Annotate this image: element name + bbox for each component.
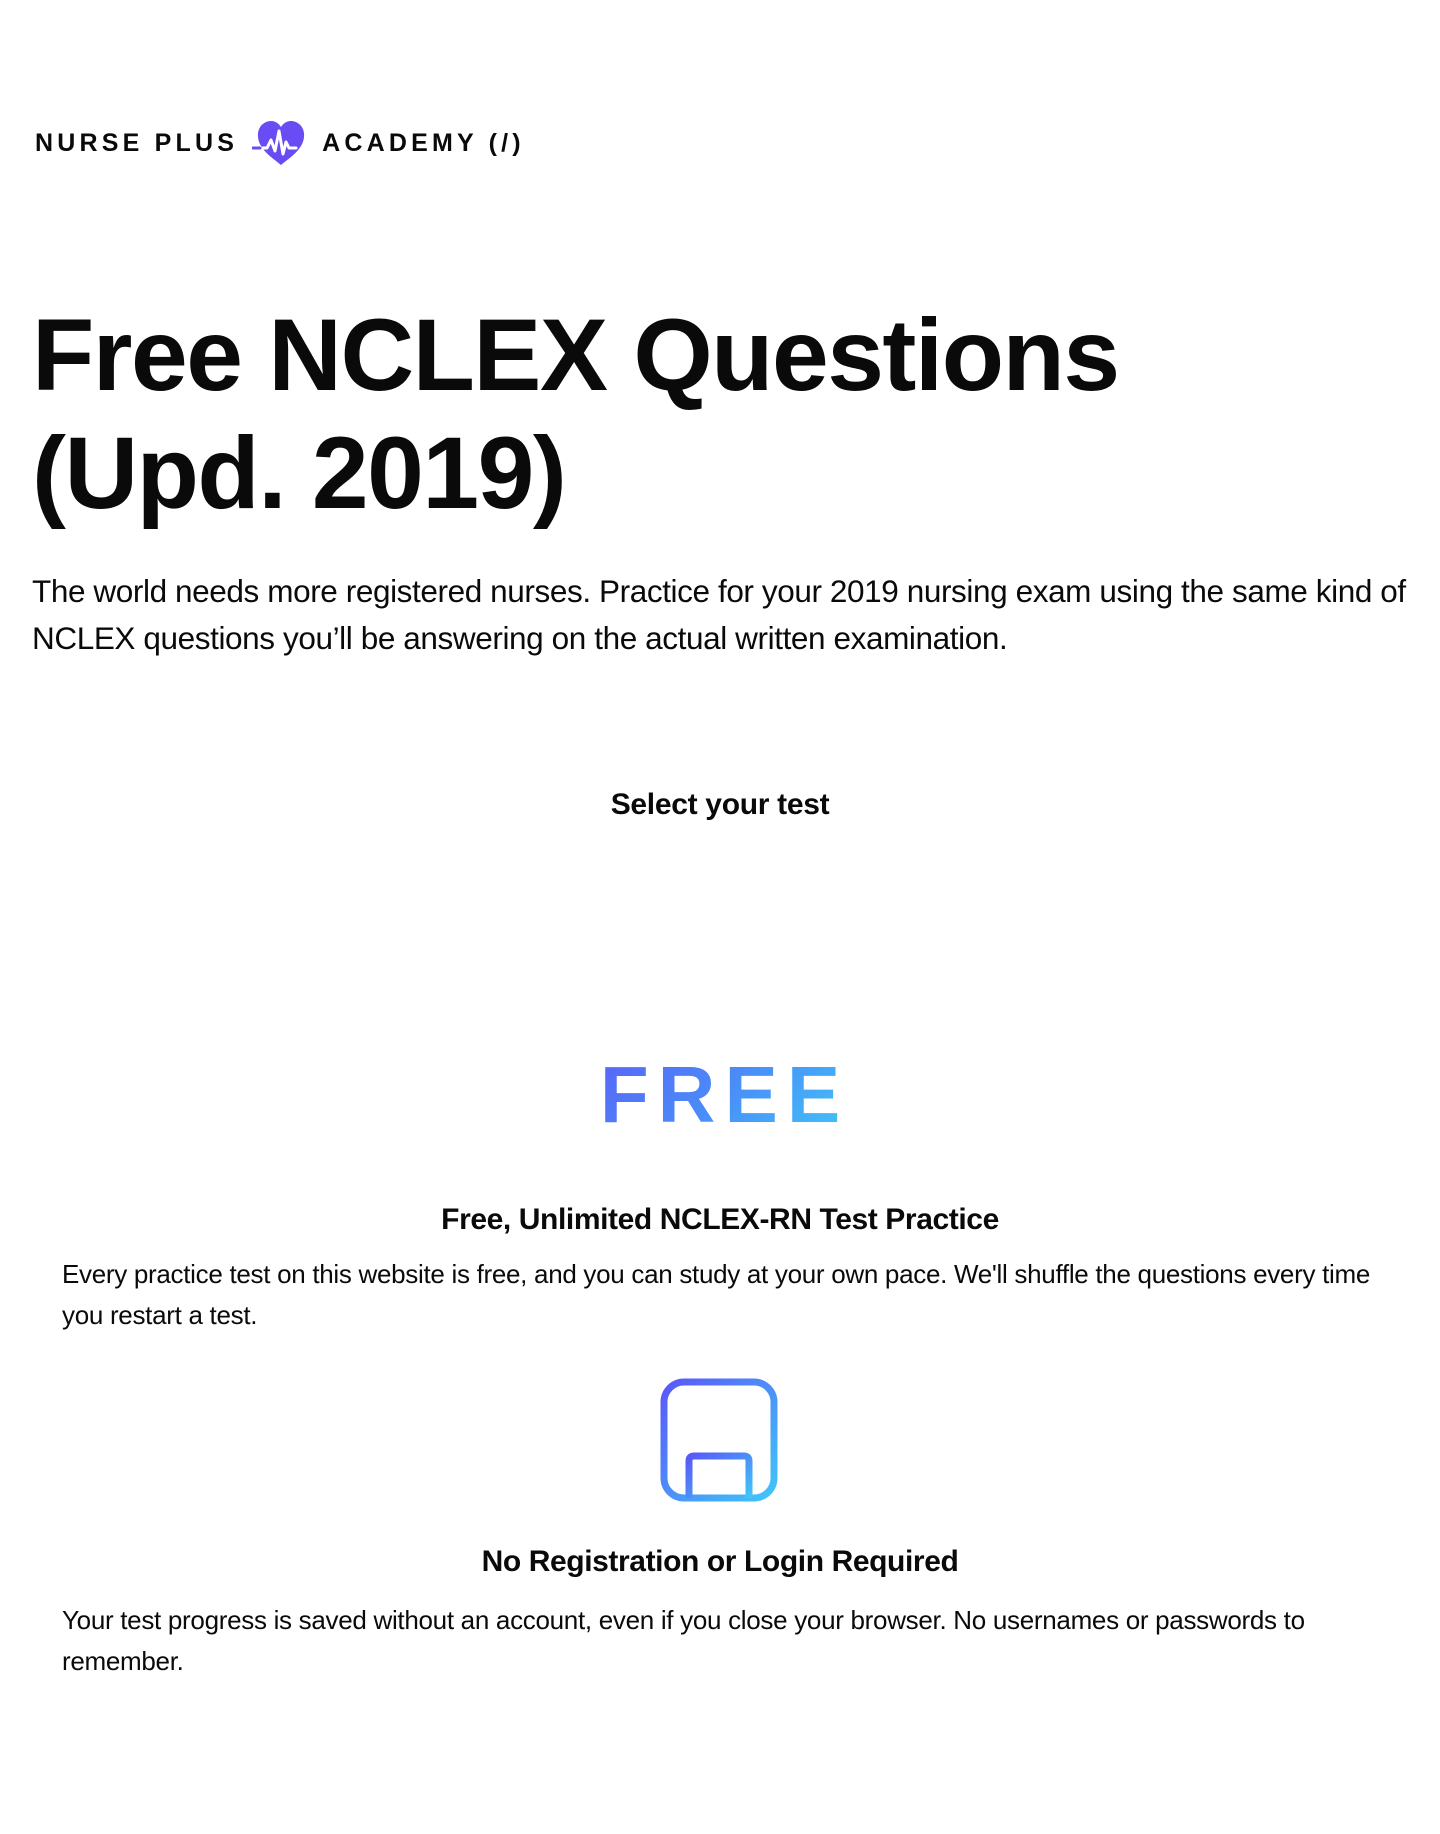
page-title <box>32 296 1412 532</box>
feature-body-free-practice: Every practice test on this website is free, and you can study at your own pace. We'll shuffle the questions every time you restart a test. <box>62 1259 1370 1330</box>
save-disk-icon <box>660 1378 778 1502</box>
heart-pulse-icon <box>252 118 310 168</box>
feature-title-free-practice: Free, Unlimited NCLEX-RN Test Practice <box>441 1203 999 1236</box>
page-title-line-2: (Upd. 2019) <box>32 416 566 530</box>
page-title-line-1: Free NCLEX Questions <box>32 298 1119 412</box>
select-test-heading: Select your test <box>610 788 830 821</box>
feature-title-no-registration: No Registration or Login Required <box>481 1545 959 1578</box>
free-badge <box>0 1050 1440 1140</box>
hero-lead-paragraph: The world needs more registered nurses. Practice for your 2019 nursing exam using the same kind of NCLEX questions you’ll be answering on the actual written examination. <box>32 573 1406 656</box>
logo-text-academy: ACADEMY (/) <box>322 129 525 157</box>
free-badge-text: FREE <box>591 1050 849 1140</box>
feature-body-no-registration: Your test progress is saved without an account, even if you close your browser. No usernames or passwords to remember. <box>62 1605 1305 1676</box>
logo-text-nurse-plus: NURSE PLUS <box>35 129 239 157</box>
site-logo-link[interactable] <box>35 118 525 168</box>
